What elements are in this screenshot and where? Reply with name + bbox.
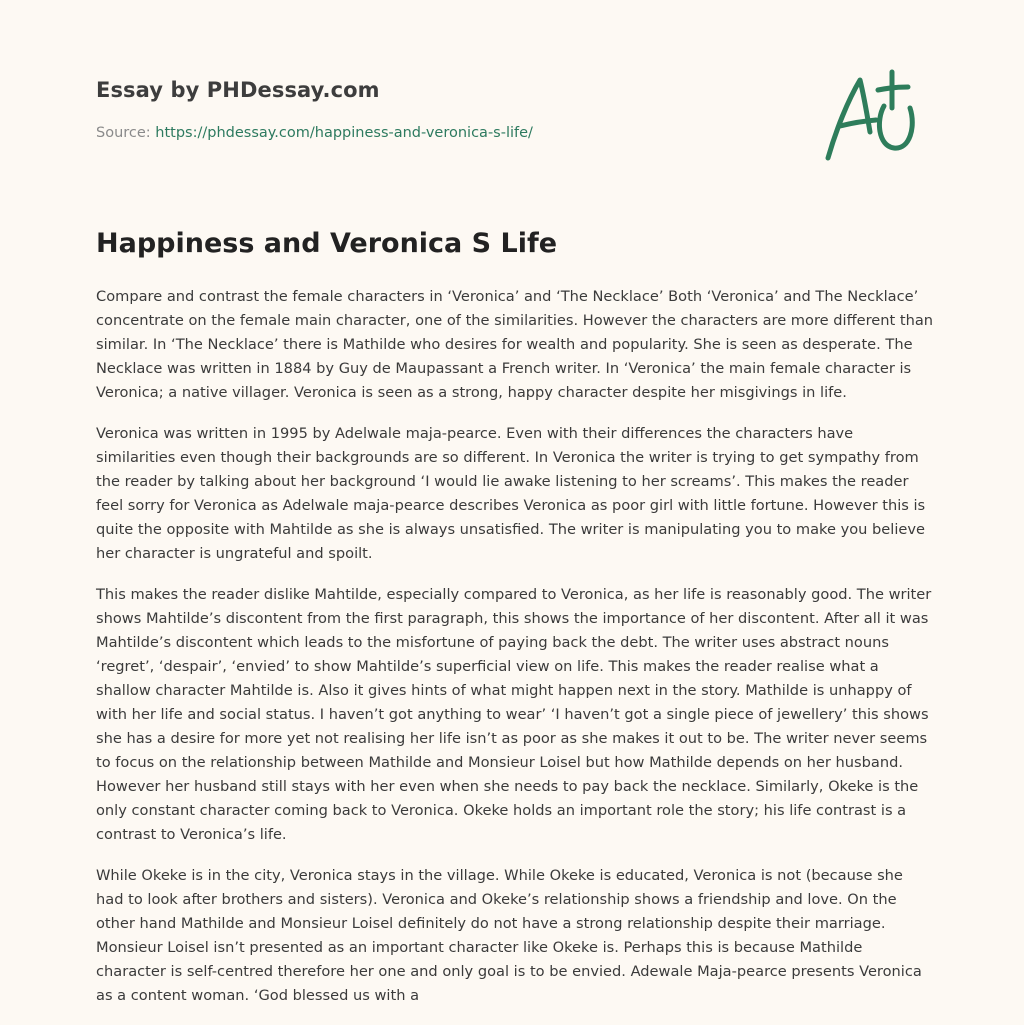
essay-paragraph: While Okeke is in the city, Veronica stays in the village. While Okeke is educated, Veronica is not (because she had to look after brothers and sisters). Veronica and Okeke’s relationship shows a friendship and love. On the other hand Mathilde and Monsieur Loisel definitely do not have a strong relationship despite their marriage. Monsieur Loisel isn’t presented as an important character like Okeke is. Perhaps this is because Mathilde character is self-centred therefore her one and only goal is to be envied. Adewale Maja-pearce presents Veronica as a content woman. ‘God blessed us with a: [96, 867, 922, 1004]
site-brand: Essay by PHDessay.com: [96, 78, 380, 102]
essay-body: [96, 285, 934, 1025]
source-link[interactable]: https://phdessay.com/happiness-and-veronica-s-life/: [155, 125, 533, 141]
source-line: [96, 123, 796, 143]
document-header: [96, 76, 796, 143]
essay-paragraph: This makes the reader dislike Mahtilde, especially compared to Veronica, as her life is reasonably good. The writer shows Mahtilde’s discontent from the first paragraph, this shows the importance of her discontent. After all it was Mahtilde’s discontent which leads to the misfortune of paying back the debt. The writer uses abstract nouns ‘regret’, ‘despair’, ‘envied’ to show Mahtilde’s superficial view on life. This makes the reader realise what a shallow character Mahtilde is. Also it gives hints of what might happen next in the story. Mathilde is unhappy of with her life and social status. I haven’t got anything to wear’ ‘I haven’t got a single piece of jewellery’ this shows she has a desire for more yet not realising her life isn’t as poor as she makes it out to be. The writer never seems to focus on the relationship between Mathilde and Monsieur Loisel but how Mathilde depends on her husband. However her husband still stays with her even when she needs to pay back the necklace. Similarly, Okeke is the only constant character coming back to Veronica. Okeke holds an important role the story; his life contrast is a contrast to Veronica’s life.: [96, 586, 932, 843]
a-plus-grade-icon: [818, 68, 928, 164]
essay-title: Happiness and Veronica S Life: [96, 228, 558, 259]
essay-paragraph: Compare and contrast the female characters in ‘Veronica’ and ‘The Necklace’ Both ‘Veronica’ and The Necklace’ concentrate on the female main character, one of the similarities. However the characters are more different than similar. In ‘The Necklace’ there is Mathilde who desires for wealth and popularity. She is seen as desperate. The Necklace was written in 1884 by Guy de Maupassant a French writer. In ‘Veronica’ the main female character is Veronica; a native villager. Veronica is seen as a strong, happy character despite her misgivings in life.: [96, 288, 934, 401]
source-label: Source:: [96, 125, 156, 141]
essay-paragraph: Veronica was written in 1995 by Adelwale maja-pearce. Even with their differences the characters have similarities even though their backgrounds are so different. In Veronica the writer is trying to get sympathy from the reader by talking about her background ‘I would lie awake listening to her screams’. This makes the reader feel sorry for Veronica as Adelwale maja-pearce describes Veronica as poor girl with little fortune. However this is quite the opposite with Mahtilde as she is always unsatisfied. The writer is manipulating you to make you believe her character is ungrateful and spoilt.: [96, 425, 926, 562]
